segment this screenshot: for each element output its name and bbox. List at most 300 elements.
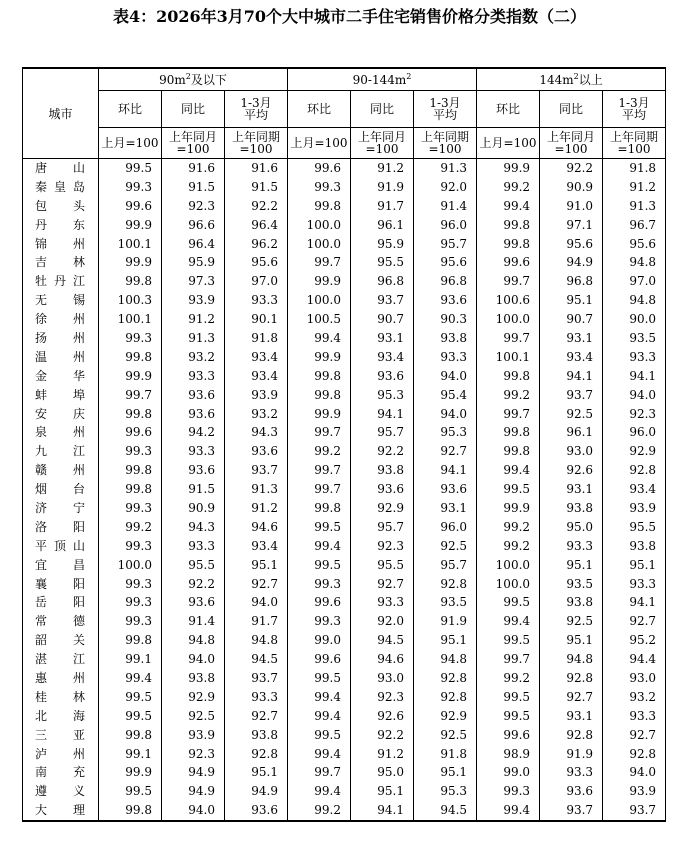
index-value-cell: 93.3 [162, 537, 225, 556]
index-value-cell: 94.9 [225, 782, 288, 801]
index-value-cell: 94.8 [414, 650, 477, 669]
city-name-char: 遵 [35, 784, 48, 799]
city-cell [23, 480, 99, 499]
index-value-cell: 92.3 [351, 688, 414, 707]
city-name-char: 江 [72, 652, 85, 667]
index-value-cell: 91.8 [603, 159, 666, 178]
sub-header-mom: 环比 [99, 91, 162, 128]
index-value-cell: 93.8 [603, 537, 666, 556]
index-value-cell: 99.8 [477, 442, 540, 461]
index-value-cell: 99.4 [288, 745, 351, 764]
base-header-avg: 上年同期 =100 [603, 128, 666, 159]
city-name [35, 578, 85, 591]
index-value-cell: 99.3 [477, 782, 540, 801]
index-value-cell: 99.6 [288, 650, 351, 669]
index-value-cell: 94.5 [225, 650, 288, 669]
index-value-cell: 90.1 [225, 310, 288, 329]
city-name [35, 748, 85, 761]
table-row [23, 310, 666, 329]
index-value-cell: 99.8 [99, 405, 162, 424]
index-value-cell: 99.5 [288, 518, 351, 537]
index-value-cell: 99.5 [477, 480, 540, 499]
city-name-char: 林 [72, 689, 85, 704]
index-value-cell: 91.3 [414, 159, 477, 178]
index-value-cell: 99.7 [288, 461, 351, 480]
sub-header-avg: 1-3月 平均 [603, 91, 666, 128]
index-value-cell: 96.0 [603, 423, 666, 442]
city-name-char: 昌 [72, 557, 85, 572]
index-value-cell: 99.3 [99, 612, 162, 631]
city-name-char: 林 [72, 255, 85, 270]
index-value-cell: 96.4 [225, 216, 288, 235]
table-row [23, 291, 666, 310]
index-value-cell: 99.4 [288, 782, 351, 801]
index-value-cell: 99.5 [288, 726, 351, 745]
index-value-cell: 100.0 [288, 216, 351, 235]
index-value-cell: 100.0 [477, 575, 540, 594]
table-row [23, 272, 666, 291]
index-value-cell: 99.9 [477, 499, 540, 518]
index-value-cell: 94.9 [162, 764, 225, 783]
index-value-cell: 99.8 [99, 631, 162, 650]
index-value-cell: 93.8 [540, 593, 603, 612]
index-value-cell: 92.2 [540, 159, 603, 178]
table-row [23, 556, 666, 575]
index-value-cell: 94.0 [162, 801, 225, 821]
city-name-char: 皇 [53, 179, 66, 194]
city-cell [23, 782, 99, 801]
city-name-char: 州 [72, 236, 85, 251]
city-name [35, 785, 85, 798]
index-value-cell: 94.8 [225, 631, 288, 650]
base-header-yoy: 上年同月 =100 [351, 128, 414, 159]
group-header-small: $90m^2$及以下 [99, 68, 288, 91]
index-value-cell: 99.9 [99, 367, 162, 386]
sub-header-yoy: 同比 [351, 91, 414, 128]
city-name-char: 阳 [72, 519, 85, 534]
base-header-avg: 上年同期 =100 [225, 128, 288, 159]
index-value-cell: 91.6 [162, 159, 225, 178]
index-value-cell: 93.2 [225, 405, 288, 424]
index-value-cell: 99.8 [99, 480, 162, 499]
city-name-char: 吉 [35, 255, 48, 270]
index-value-cell: 91.2 [351, 159, 414, 178]
index-value-cell: 99.4 [288, 688, 351, 707]
city-name [35, 445, 85, 458]
table-row [23, 669, 666, 688]
city-name-char: 庆 [72, 406, 85, 421]
index-value-cell: 94.1 [540, 367, 603, 386]
index-value-cell: 96.0 [414, 216, 477, 235]
index-value-cell: 99.9 [477, 159, 540, 178]
index-value-cell: 94.0 [414, 405, 477, 424]
city-name-char: 九 [35, 444, 48, 459]
city-cell [23, 310, 99, 329]
index-value-cell: 95.1 [225, 764, 288, 783]
index-value-cell: 99.7 [288, 423, 351, 442]
index-value-cell: 93.3 [603, 348, 666, 367]
city-name-char: 洛 [35, 519, 48, 534]
index-value-cell: 94.0 [603, 386, 666, 405]
city-name [35, 162, 85, 175]
index-value-cell: 93.9 [162, 726, 225, 745]
index-value-cell: 99.1 [99, 650, 162, 669]
city-name [35, 502, 85, 515]
index-value-cell: 95.5 [351, 253, 414, 272]
table-row [23, 650, 666, 669]
city-name-char: 三 [35, 727, 48, 742]
city-cell [23, 556, 99, 575]
index-value-cell: 92.2 [351, 442, 414, 461]
city-name-char: 蚌 [35, 387, 48, 402]
index-value-cell: 98.9 [477, 745, 540, 764]
index-value-cell: 95.1 [540, 291, 603, 310]
city-name-char: 丹 [53, 274, 66, 289]
city-name-char: 桂 [35, 689, 48, 704]
index-value-cell: 94.9 [162, 782, 225, 801]
index-value-cell: 91.8 [225, 329, 288, 348]
index-value-cell: 90.3 [414, 310, 477, 329]
index-value-cell: 91.3 [162, 329, 225, 348]
index-value-cell: 99.5 [99, 707, 162, 726]
index-value-cell: 94.0 [162, 650, 225, 669]
index-value-cell: 93.3 [540, 537, 603, 556]
table-body [23, 159, 666, 822]
index-value-cell: 92.5 [162, 707, 225, 726]
index-value-cell: 93.8 [351, 461, 414, 480]
city-cell [23, 442, 99, 461]
index-value-cell: 91.5 [162, 178, 225, 197]
index-value-cell: 99.0 [477, 764, 540, 783]
index-value-cell: 93.8 [540, 499, 603, 518]
index-value-cell: 91.4 [162, 612, 225, 631]
index-value-cell: 99.3 [99, 537, 162, 556]
index-value-cell: 96.1 [351, 216, 414, 235]
index-value-cell: 95.7 [414, 556, 477, 575]
group-header-medium: $90-144m^2$ [288, 68, 477, 91]
index-value-cell: 93.1 [540, 480, 603, 499]
index-value-cell: 92.7 [603, 612, 666, 631]
index-value-cell: 99.8 [99, 461, 162, 480]
city-name [35, 483, 85, 496]
index-value-cell: 99.9 [288, 272, 351, 291]
city-name-char: 江 [72, 444, 85, 459]
city-name-char: 山 [72, 160, 85, 175]
table-row [23, 631, 666, 650]
index-value-cell: 99.4 [288, 707, 351, 726]
index-value-cell: 90.0 [603, 310, 666, 329]
index-value-cell: 92.0 [351, 612, 414, 631]
table-row [23, 348, 666, 367]
city-name [35, 370, 85, 383]
city-name [35, 691, 85, 704]
city-cell [23, 745, 99, 764]
index-value-cell: 92.9 [603, 442, 666, 461]
index-value-cell: 96.8 [540, 272, 603, 291]
index-value-cell: 91.7 [351, 197, 414, 216]
index-value-cell: 91.2 [162, 310, 225, 329]
city-name [35, 615, 85, 628]
index-value-cell: 92.7 [351, 575, 414, 594]
table-header [23, 68, 666, 159]
sub-header-avg: 1-3月 平均 [225, 91, 288, 128]
index-value-cell: 96.4 [162, 235, 225, 254]
index-value-cell: 93.9 [603, 782, 666, 801]
city-name-char: 海 [72, 708, 85, 723]
index-value-cell: 99.1 [99, 745, 162, 764]
index-value-cell: 99.5 [99, 159, 162, 178]
price-index-table [22, 67, 666, 822]
index-value-cell: 100.5 [288, 310, 351, 329]
index-value-cell: 99.5 [477, 593, 540, 612]
index-value-cell: 95.2 [603, 631, 666, 650]
index-value-cell: 99.3 [99, 178, 162, 197]
city-name-char: 韶 [35, 633, 48, 648]
city-name-char: 华 [72, 368, 85, 383]
index-value-cell: 99.5 [477, 631, 540, 650]
city-name [35, 634, 85, 647]
city-name-char: 州 [72, 670, 85, 685]
index-value-cell: 100.0 [288, 291, 351, 310]
index-value-cell: 93.4 [225, 348, 288, 367]
index-value-cell: 95.1 [414, 631, 477, 650]
index-value-cell: 91.2 [351, 745, 414, 764]
index-value-cell: 93.0 [540, 442, 603, 461]
base-header-yoy: 上年同月 =100 [540, 128, 603, 159]
base-header-mom: 上月=100 [477, 128, 540, 159]
index-value-cell: 99.9 [99, 764, 162, 783]
index-value-cell: 93.7 [225, 669, 288, 688]
index-value-cell: 99.3 [288, 612, 351, 631]
city-name-char: 北 [35, 708, 48, 723]
city-cell [23, 197, 99, 216]
city-name [35, 766, 85, 779]
table-row [23, 178, 666, 197]
city-name-char: 义 [72, 784, 85, 799]
index-value-cell: 95.6 [540, 235, 603, 254]
index-value-cell: 93.2 [603, 688, 666, 707]
city-cell [23, 291, 99, 310]
index-value-cell: 96.0 [414, 518, 477, 537]
index-value-cell: 93.5 [603, 329, 666, 348]
index-value-cell: 99.2 [477, 537, 540, 556]
city-cell [23, 386, 99, 405]
table-row [23, 329, 666, 348]
index-value-cell: 99.8 [477, 423, 540, 442]
index-value-cell: 92.3 [603, 405, 666, 424]
city-name [35, 294, 85, 307]
index-value-cell: 93.3 [603, 575, 666, 594]
index-value-cell: 99.9 [288, 348, 351, 367]
index-value-cell: 95.1 [225, 556, 288, 575]
index-value-cell: 95.1 [540, 556, 603, 575]
city-cell [23, 253, 99, 272]
index-value-cell: 94.9 [540, 253, 603, 272]
index-value-cell: 90.9 [540, 178, 603, 197]
index-value-cell: 92.7 [225, 707, 288, 726]
index-value-cell: 99.5 [477, 688, 540, 707]
index-value-cell: 100.1 [477, 348, 540, 367]
city-name-char: 德 [72, 614, 85, 629]
city-name-char: 东 [72, 217, 85, 232]
index-value-cell: 92.0 [414, 178, 477, 197]
table-row [23, 386, 666, 405]
city-cell [23, 367, 99, 386]
index-value-cell: 94.1 [351, 801, 414, 821]
index-value-cell: 92.7 [414, 442, 477, 461]
table-row [23, 216, 666, 235]
index-value-cell: 99.6 [288, 593, 351, 612]
index-value-cell: 94.8 [603, 291, 666, 310]
index-value-cell: 99.6 [99, 197, 162, 216]
index-value-cell: 93.9 [225, 386, 288, 405]
index-value-cell: 93.4 [351, 348, 414, 367]
city-name [35, 426, 85, 439]
index-value-cell: 92.8 [603, 745, 666, 764]
index-value-cell: 94.4 [603, 650, 666, 669]
city-name [35, 521, 85, 534]
index-value-cell: 99.3 [288, 178, 351, 197]
table-row [23, 480, 666, 499]
index-value-cell: 92.9 [162, 688, 225, 707]
index-value-cell: 93.3 [225, 688, 288, 707]
city-cell [23, 159, 99, 178]
index-value-cell: 92.2 [351, 726, 414, 745]
table-row [23, 423, 666, 442]
index-value-cell: 93.0 [351, 669, 414, 688]
index-value-cell: 92.5 [540, 405, 603, 424]
city-name [35, 710, 85, 723]
index-value-cell: 94.8 [540, 650, 603, 669]
base-header-mom: 上月=100 [99, 128, 162, 159]
city-name-char: 常 [35, 614, 48, 629]
city-cell [23, 726, 99, 745]
index-value-cell: 99.4 [477, 197, 540, 216]
city-cell [23, 764, 99, 783]
sub-header-yoy: 同比 [162, 91, 225, 128]
index-value-cell: 92.8 [414, 575, 477, 594]
index-value-cell: 95.5 [351, 556, 414, 575]
index-value-cell: 99.2 [477, 669, 540, 688]
index-value-cell: 93.6 [162, 386, 225, 405]
index-value-cell: 100.3 [99, 291, 162, 310]
city-name [35, 464, 85, 477]
index-value-cell: 93.1 [351, 329, 414, 348]
city-name [35, 389, 85, 402]
city-name [35, 653, 85, 666]
city-name-char: 顶 [53, 538, 66, 553]
city-name [35, 559, 85, 572]
city-name-char: 锦 [35, 236, 48, 251]
index-value-cell: 92.3 [162, 197, 225, 216]
index-value-cell: 93.3 [351, 593, 414, 612]
sub-header-mom: 环比 [288, 91, 351, 128]
index-value-cell: 99.5 [288, 669, 351, 688]
index-value-cell: 95.0 [351, 764, 414, 783]
index-value-cell: 94.2 [162, 423, 225, 442]
table-row [23, 518, 666, 537]
table-row [23, 461, 666, 480]
index-value-cell: 94.6 [351, 650, 414, 669]
index-value-cell: 92.3 [162, 745, 225, 764]
index-value-cell: 99.2 [477, 178, 540, 197]
city-name-char: 关 [72, 633, 85, 648]
city-cell [23, 650, 99, 669]
index-value-cell: 91.3 [225, 480, 288, 499]
city-name-char: 南 [35, 765, 48, 780]
city-name-char: 烟 [35, 482, 48, 497]
city-name-char: 州 [72, 463, 85, 478]
base-header-avg: 上年同期 =100 [414, 128, 477, 159]
index-value-cell: 99.8 [288, 367, 351, 386]
index-value-cell: 92.2 [225, 197, 288, 216]
index-value-cell: 95.9 [351, 235, 414, 254]
index-value-cell: 94.3 [225, 423, 288, 442]
index-value-cell: 93.8 [225, 726, 288, 745]
index-value-cell: 94.8 [162, 631, 225, 650]
table-row [23, 707, 666, 726]
index-value-cell: 94.0 [225, 593, 288, 612]
city-name-char: 头 [72, 198, 85, 213]
index-value-cell: 95.1 [414, 764, 477, 783]
city-name-char: 山 [72, 538, 85, 553]
index-value-cell: 99.5 [477, 707, 540, 726]
index-value-cell: 91.3 [603, 197, 666, 216]
table-row [23, 367, 666, 386]
index-value-cell: 97.0 [603, 272, 666, 291]
index-value-cell: 93.1 [414, 499, 477, 518]
city-cell [23, 801, 99, 821]
city-name-char: 锡 [72, 293, 85, 308]
city-name [35, 804, 85, 817]
index-value-cell: 93.8 [162, 669, 225, 688]
index-value-cell: 93.5 [540, 575, 603, 594]
index-value-cell: 99.8 [477, 216, 540, 235]
table-row [23, 159, 666, 178]
city-name [35, 219, 85, 232]
index-value-cell: 92.7 [540, 688, 603, 707]
city-cell [23, 669, 99, 688]
index-value-cell: 99.9 [99, 253, 162, 272]
index-value-cell: 99.4 [477, 612, 540, 631]
city-cell [23, 461, 99, 480]
table-row [23, 575, 666, 594]
table-row [23, 612, 666, 631]
index-value-cell: 95.6 [414, 253, 477, 272]
index-value-cell: 99.8 [477, 367, 540, 386]
city-name [35, 408, 85, 421]
index-value-cell: 99.6 [99, 423, 162, 442]
city-name-char: 温 [35, 349, 48, 364]
index-value-cell: 99.7 [477, 405, 540, 424]
city-name-char: 阳 [72, 576, 85, 591]
page-title: 表4：2026年3月70个大中城市二手住宅销售价格分类指数（二） [112, 7, 587, 26]
table-row [23, 726, 666, 745]
index-value-cell: 99.7 [288, 764, 351, 783]
table-row [23, 688, 666, 707]
index-value-cell: 94.0 [414, 367, 477, 386]
city-name [35, 332, 85, 345]
index-value-cell: 99.2 [288, 442, 351, 461]
index-value-cell: 95.0 [540, 518, 603, 537]
city-cell [23, 575, 99, 594]
index-value-cell: 94.5 [351, 631, 414, 650]
city-name-char: 济 [35, 500, 48, 515]
city-name-char: 州 [72, 330, 85, 345]
city-cell [23, 537, 99, 556]
index-value-cell: 93.6 [540, 782, 603, 801]
index-value-cell: 92.3 [351, 537, 414, 556]
